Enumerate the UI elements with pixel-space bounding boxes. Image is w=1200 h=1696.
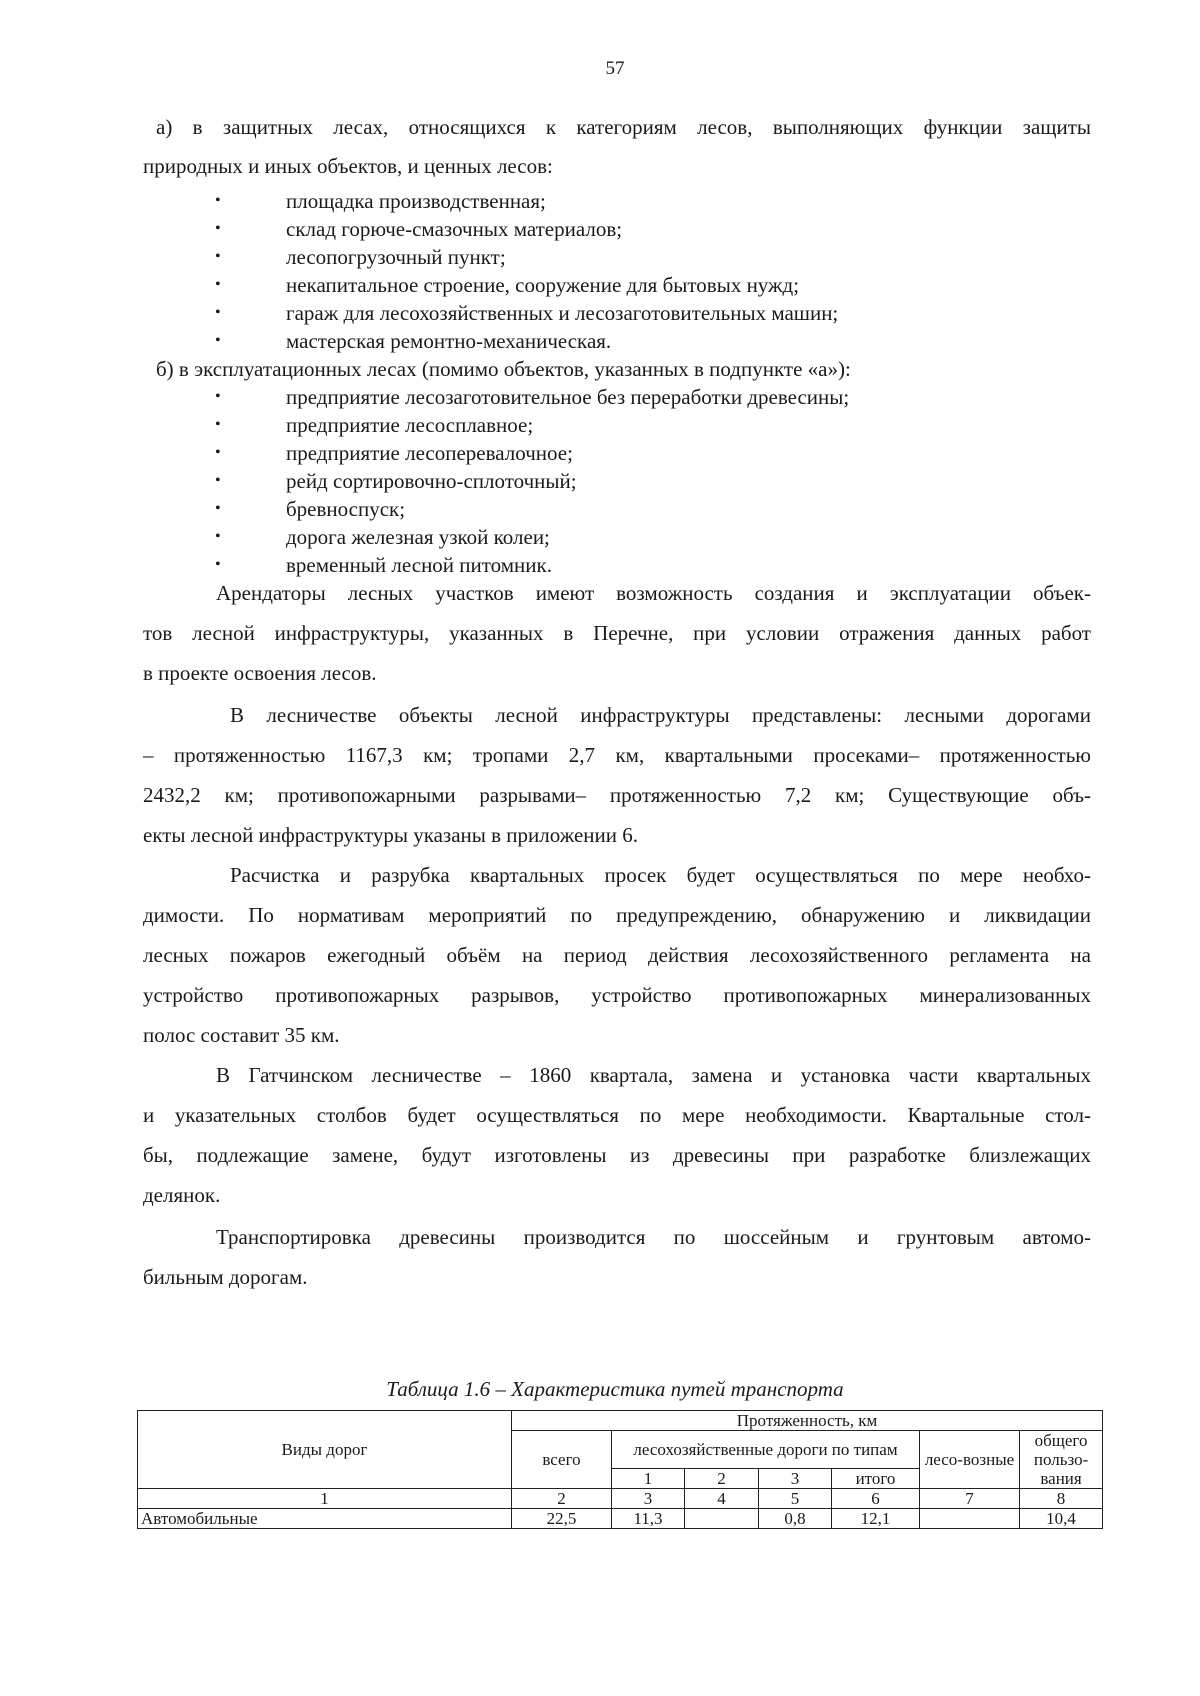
column-number: 1 [138, 1489, 512, 1509]
header-forestry-roads: лесохозяйственные дороги по типам [612, 1431, 920, 1469]
paragraph-line: В Гатчинском лесничестве – 1860 квартала, замена и установка части квартальных [216, 1063, 1091, 1087]
bullet-icon: • [215, 444, 221, 461]
item-a-line-2: природных и иных объектов, и ценных лесов: [143, 154, 553, 178]
bullet-icon: • [215, 332, 221, 349]
column-number: 6 [832, 1489, 920, 1509]
list-item: площадка производственная; [286, 189, 546, 213]
column-number: 8 [1020, 1489, 1103, 1509]
column-number: 2 [512, 1489, 612, 1509]
bullet-icon: • [215, 248, 221, 265]
header-length: Протяженность, км [512, 1411, 1103, 1431]
cell-type-3: 0,8 [759, 1509, 832, 1529]
header-type-2: 2 [685, 1469, 759, 1489]
cell-public: 10,4 [1020, 1509, 1103, 1529]
paragraph-line: полос составит 35 км. [143, 1023, 340, 1047]
list-item: предприятие лесосплавное; [286, 413, 534, 437]
cell-logging [920, 1509, 1020, 1529]
paragraph-line: – протяженностью 1167,3 км; тропами 2,7 км, квартальными просеками– протяженностью [143, 743, 1091, 767]
list-item: гараж для лесохозяйственных и лесозаготовительных машин; [286, 301, 839, 325]
cell-type-1: 11,3 [612, 1509, 685, 1529]
paragraph-line: Расчистка и разрубка квартальных просек будет осуществляться по мере необхо- [230, 863, 1091, 887]
paragraph-line: 2432,2 км; противопожарными разрывами– протяженностью 7,2 км; Существующие объ- [143, 783, 1091, 807]
paragraph-line: димости. По нормативам мероприятий по предупреждению, обнаружению и ликвидации [143, 903, 1091, 927]
column-number-row [138, 1489, 1103, 1509]
header-road-types: Виды дорог [138, 1411, 512, 1489]
paragraph-line: и указательных столбов будет осуществляться по мере необходимости. Квартальные стол- [143, 1103, 1091, 1127]
header-public: общего пользо-вания [1020, 1431, 1103, 1489]
list-item: некапитальное строение, сооружение для бытовых нужд; [286, 273, 800, 297]
header-type-3: 3 [759, 1469, 832, 1489]
table-caption: Таблица 1.6 – Характеристика путей транспорта [386, 1377, 844, 1401]
paragraph-line: тов лесной инфраструктуры, указанных в Перечне, при условии отражения данных работ [143, 621, 1091, 645]
bullet-icon: • [215, 472, 221, 489]
header-total: всего [512, 1431, 612, 1489]
bullet-icon: • [215, 528, 221, 545]
cell-total: 22,5 [512, 1509, 612, 1529]
header-subtotal: итого [832, 1469, 920, 1489]
bullet-icon: • [215, 556, 221, 573]
list-item: рейд сортировочно-сплоточный; [286, 469, 577, 493]
column-number: 7 [920, 1489, 1020, 1509]
paragraph-line: бильным дорогам. [143, 1265, 308, 1289]
table-row [138, 1509, 1103, 1529]
paragraph-line: в проекте освоения лесов. [143, 661, 377, 685]
bullet-icon: • [215, 304, 221, 321]
cell-road-name: Автомобильные [138, 1509, 512, 1529]
column-number: 4 [685, 1489, 759, 1509]
bullet-icon: • [215, 220, 221, 237]
paragraph-line: В лесничестве объекты лесной инфраструктуры представлены: лесными дорогами [230, 703, 1091, 727]
cell-subtotal: 12,1 [832, 1509, 920, 1529]
paragraph-line: Транспортировка древесины производится по шоссейным и грунтовым автомо- [216, 1225, 1091, 1249]
header-type-1: 1 [612, 1469, 685, 1489]
list-item: мастерская ремонтно-механическая. [286, 329, 612, 353]
bullet-icon: • [215, 388, 221, 405]
bullet-icon: • [215, 416, 221, 433]
list-item: предприятие лесозаготовительное без переработки древесины; [286, 385, 850, 409]
item-a-line-1: а) в защитных лесах, относящихся к категориям лесов, выполняющих функции защиты [156, 115, 1091, 139]
paragraph-line: делянок. [143, 1183, 221, 1207]
paragraph-line: устройство противопожарных разрывов, устройство противопожарных минерализованных [143, 983, 1091, 1007]
bullet-icon: • [215, 192, 221, 209]
list-item: дорога железная узкой колеи; [286, 525, 550, 549]
item-b: б) в эксплуатационных лесах (помимо объектов, указанных в подпункте «а»): [156, 357, 851, 381]
paragraph-line: лесных пожаров ежегодный объём на период действия лесохозяйственного регламента на [143, 943, 1091, 967]
header-logging: лесо-возные [920, 1431, 1020, 1489]
list-item: предприятие лесоперевалочное; [286, 441, 573, 465]
page-number: 57 [605, 58, 625, 79]
list-item: временный лесной питомник. [286, 553, 552, 577]
paragraph-line: бы, подлежащие замене, будут изготовлены из древесины при разработке близлежащих [143, 1143, 1091, 1167]
list-item: склад горюче-смазочных материалов; [286, 217, 623, 241]
column-number: 3 [612, 1489, 685, 1509]
cell-type-2 [685, 1509, 759, 1529]
bullet-icon: • [215, 276, 221, 293]
transport-table [137, 1410, 1103, 1529]
paragraph-line: екты лесной инфраструктуры указаны в приложении 6. [143, 823, 639, 847]
list-item: лесопогрузочный пункт; [286, 245, 506, 269]
column-number: 5 [759, 1489, 832, 1509]
list-item: бревноспуск; [286, 497, 406, 521]
bullet-icon: • [215, 500, 221, 517]
paragraph-line: Арендаторы лесных участков имеют возможность создания и эксплуатации объек- [216, 581, 1091, 605]
